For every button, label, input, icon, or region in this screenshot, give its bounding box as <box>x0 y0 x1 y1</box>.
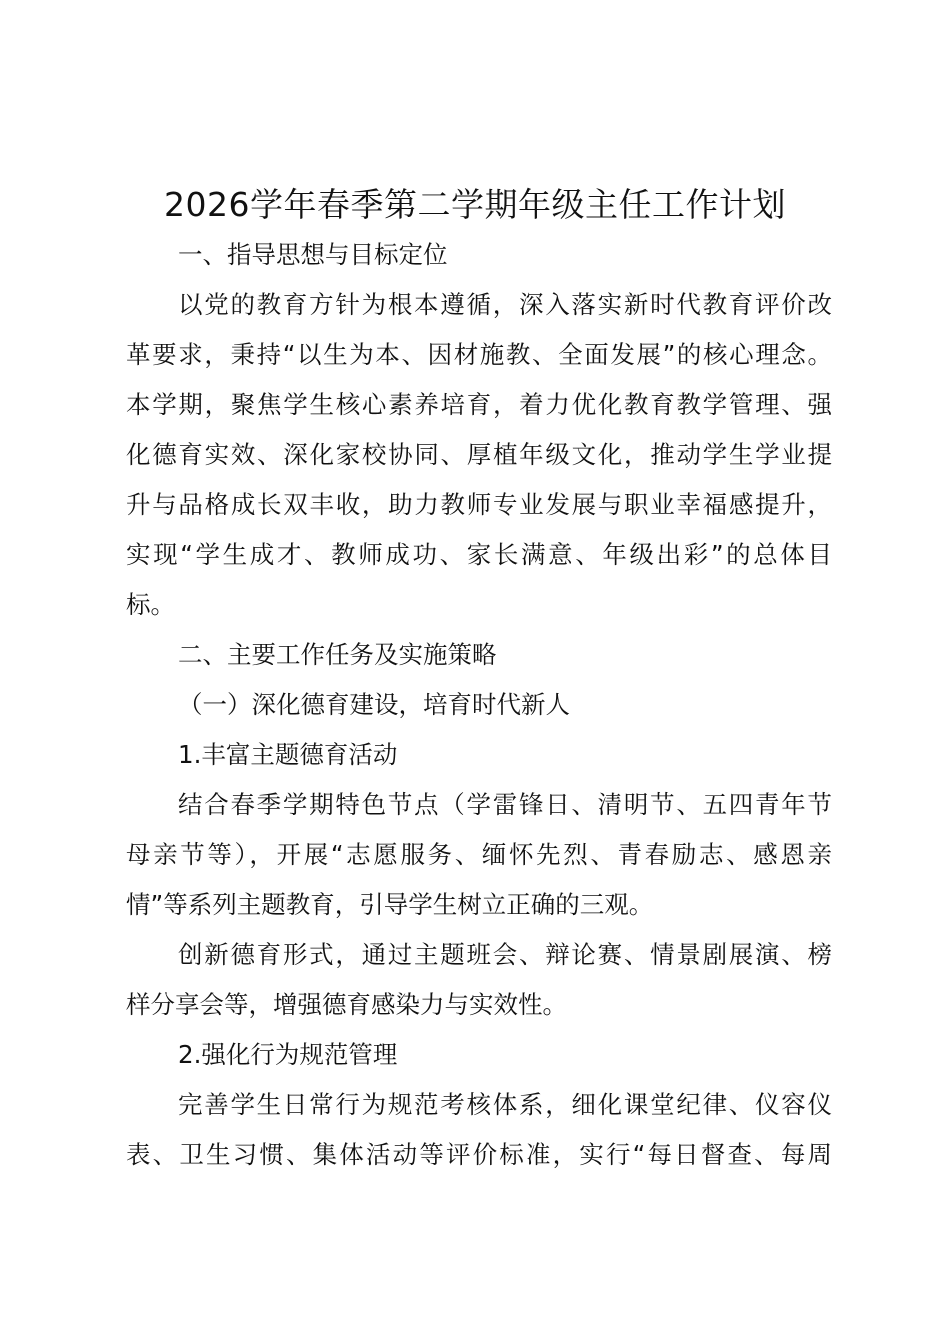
section1-line: 革要求，秉持“以生为本、因材施教、全面发展”的核心理念。 <box>126 340 832 369</box>
section1-line: 标。 <box>126 590 175 619</box>
section2-heading: 二、主要工作任务及实施策略 <box>178 640 497 669</box>
item1-para1-line: 母亲节等），开展“志愿服务、缅怀先烈、青春励志、感恩亲 <box>126 840 832 869</box>
section1-line: 升与品格成长双丰收，助力教师专业发展与职业幸福感提升， <box>126 490 832 519</box>
item2-para1-line: 完善学生日常行为规范考核体系，细化课堂纪律、仪容仪 <box>178 1090 832 1119</box>
section1-line: 本学期，聚焦学生核心素养培育，着力优化教育教学管理、强 <box>126 390 832 419</box>
section1-line: 实现“学生成才、教师成功、家长满意、年级出彩”的总体目 <box>126 540 832 569</box>
section1-heading: 一、指导思想与目标定位 <box>178 240 448 269</box>
section1-line: 以党的教育方针为根本遵循，深入落实新时代教育评价改 <box>178 290 832 319</box>
item2-para1-line: 表、卫生习惯、集体活动等评价标准，实行“每日督查、每周 <box>126 1140 832 1169</box>
document-title: 2026学年春季第二学期年级主任工作计划 <box>164 185 786 224</box>
item1-para2-line: 创新德育形式，通过主题班会、辩论赛、情景剧展演、榜 <box>178 940 832 969</box>
item2-heading: 2.强化行为规范管理 <box>178 1040 398 1069</box>
section1-line: 化德育实效、深化家校协同、厚植年级文化，推动学生学业提 <box>126 440 832 469</box>
item1-para1-line: 结合春季学期特色节点（学雷锋日、清明节、五四青年节 <box>178 790 832 819</box>
subsection1-heading: （一）深化德育建设，培育时代新人 <box>178 690 570 719</box>
item1-heading: 1.丰富主题德育活动 <box>178 740 398 769</box>
item1-para2-line: 样分享会等，增强德育感染力与实效性。 <box>126 990 567 1019</box>
item1-para1-line: 情”等系列主题教育，引导学生树立正确的三观。 <box>126 890 654 919</box>
